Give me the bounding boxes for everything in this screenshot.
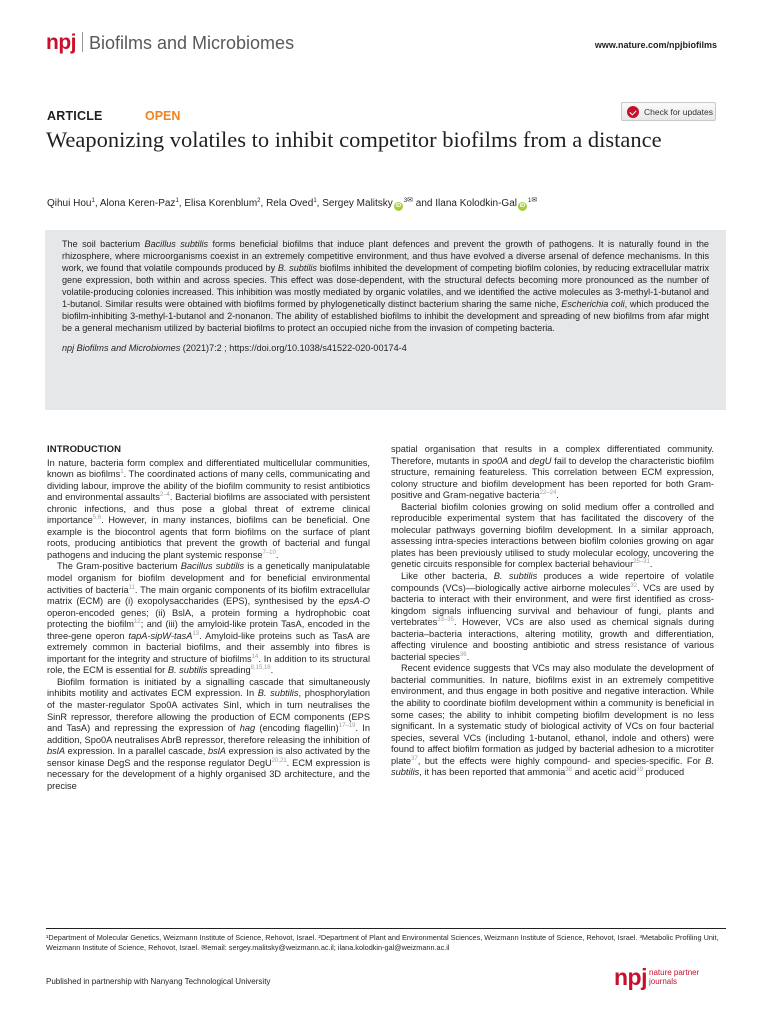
text-run: . VCs are used by bacteria to interact with their environment, and were first identified as cross-kingdom signals influencing survival and behaviour of fungi, plants and vertebrates: [391, 582, 714, 628]
text-run: , but the effects were highly compound- and species-specific. For: [417, 755, 706, 766]
text-run: Like other bacteria,: [401, 571, 494, 582]
text-run: (encoding flagellin): [255, 723, 339, 734]
abstract-species: B. subtilis: [277, 262, 317, 273]
italic-run: bslA: [207, 746, 226, 757]
author-affiliation: 1: [175, 198, 179, 204]
email-envelope-icon[interactable]: ✉: [407, 197, 414, 204]
citation-ref[interactable]: 39: [636, 767, 643, 774]
section-heading-introduction: INTRODUCTION: [47, 444, 122, 455]
text-run: . In addition to its structural role, the ECM is essential for: [47, 653, 371, 676]
text-run: , it has been reported that ammonia: [419, 767, 566, 778]
text-run: Biofilm formation is initiated by a signalling cascade that simultaneously inhibits motility and activates ECM expression. In: [47, 676, 370, 699]
text-run: expression. In a parallel cascade,: [65, 746, 208, 757]
orcid-icon[interactable]: iD: [519, 203, 526, 209]
article-title: Weaponizing volatiles to inhibit competitor biofilms from a distance: [46, 127, 662, 152]
text-run: .: [556, 490, 559, 501]
citation-ref[interactable]: 25–31: [633, 559, 650, 566]
citation-ref[interactable]: 33–35: [437, 617, 454, 624]
partnership-note: Published in partnership with Nanyang Technological University: [46, 977, 271, 986]
italic-run: B. subtilis: [167, 665, 208, 676]
citation-ref[interactable]: 12: [134, 619, 141, 626]
text-run: produces a wide repertoire of volatile compounds (VCs)—biologically active airborne molecules: [391, 571, 714, 593]
body-paragraph: [391, 663, 714, 778]
italic-run: degU: [529, 455, 552, 466]
check-updates-label: Check for updates: [644, 107, 713, 117]
text-run: , phosphorylation of the master-regulator Spo0A activates SinI, which in turn neutralises the SinR repressor, therefore allowing the production of ECM components (EPS and TasA) and repressing the expression of: [47, 688, 371, 734]
author-affiliation: 1: [313, 198, 317, 204]
abstract-run: The soil bacterium: [62, 239, 145, 249]
abstract-box: [45, 230, 726, 410]
text-run: . However, in many instances, biofilms can be beneficial. One example is the biocontrol agents that form biofilms on the surface of plant roots, producing antibiotics that prevent the growth of bacterial and fungal pathogens and inducing the plant systemic response: [47, 515, 370, 560]
citation-ref[interactable]: 2–4: [159, 492, 170, 499]
author-affiliation: 3: [403, 198, 408, 204]
abstract-species: Escherichia coli: [561, 298, 625, 309]
npj-logo-mark: npj: [46, 31, 76, 54]
body-paragraph: [47, 561, 370, 676]
text-run: operon-encoded genes; (ii) BslA, a protein forming a hydrophobic coat protecting the biofilm: [47, 607, 370, 630]
text-run: . However, VCs are also used as chemical signals during bacteria–bacteria interactions, altering motility, growth and differentiation, affecting virulence and boosting antibiotic and stress resistance of various bacterial species: [391, 617, 714, 662]
italic-run: bslA: [47, 746, 65, 757]
italic-run: spo0A: [482, 455, 509, 466]
footer-logo-text: [649, 969, 699, 986]
italic-run: B. subtilis: [257, 688, 299, 699]
text-run: .: [649, 559, 653, 570]
citation-ref[interactable]: 17–19: [338, 723, 356, 730]
author-affiliation: 1: [91, 198, 95, 204]
italic-run: B. subtilis: [493, 571, 538, 582]
check-for-updates-button[interactable]: [621, 102, 716, 121]
author-name[interactable]: Sergey Malitsky: [322, 198, 393, 209]
text-run: Bacterial biofilm colonies growing on solid medium offer a controlled and reproducible experimental system that has facilitated the discovery of the molecular pathways governing biofilm development. In a similar approach, assessing intra-species interactions between biofilm colonies growing on agar plates has been previously utilised to study molecular ecology, uncovering the genetic circuits responsible for complex bacterial behaviour: [391, 501, 714, 570]
author-name[interactable]: Elisa Korenblum: [184, 198, 258, 209]
footer-logo-line: nature partner: [649, 968, 700, 977]
author-name[interactable]: Rela Oved: [266, 198, 314, 209]
italic-run: epsA-O: [338, 596, 370, 607]
body-paragraph: [47, 458, 370, 562]
citation-ref[interactable]: 13: [192, 630, 200, 637]
abstract-run: biofilms inhibited the development of competing biofilm colonies, by reducing extracellular matrix gene expression, both within and across species. This effect was dose-dependent, with the structural defects becoming more pronounced as the number of volatile-producing colonies increased. This inhibition was mostly mediated by organic volatiles, and we identified the active molecules as 3-methyl-1-butanol and 1-butanol. Similar results were obtained with biofilms formed by phylogenetically distinct bacterium sharing the same niche,: [62, 262, 709, 309]
text-run: . The coordinated actions of many cells, communicating and dividing labour, improve the ability of the biofilm community to resist antibiotics and environmental assaults: [47, 469, 370, 503]
abstract-run: forms beneficial biofilms that induce plant defences and prevent the growth of pathogens. It is naturally found in the rhizosphere, where microorganisms coexist in an extremely competitive environment, and thus have evolved a diverse arsenal of defence mechanisms. In this work, we found that volatile compounds produced by: [62, 239, 709, 273]
italic-run: tapA-sipW-tasA: [128, 630, 193, 641]
text-run: . ECM expression is necessary for the development of a highly organised 3D architecture, and the precise: [47, 757, 370, 791]
citation-ref[interactable]: 22–24: [539, 490, 557, 497]
body-paragraph: [47, 677, 370, 792]
text-run: Recent evidence suggests that VCs may also modulate the development of bacterial communities. In nature, biofilms exist in an extremely competitive environment, and thus engage in both positive and negative interaction. While the ability to coordinate biofilm development within a community is beneficial in some cases; the ability to inhibit competing biofilm development is no less significant. In a systematic study of biological activity of VCs on four bacterial species, several VCs (including 1-butanol, ethanol, indole and others) were found to affect biofilm formation as judged by bacterial adhesion to a microtiter plate: [391, 663, 714, 766]
author-conjunction: and: [415, 198, 433, 209]
orcid-icon[interactable]: iD: [395, 203, 402, 209]
journal-name: Biofilms and Microbiomes: [89, 33, 295, 53]
citation-ref[interactable]: 11: [128, 584, 135, 591]
nature-partner-journals-logo[interactable]: [614, 964, 699, 991]
body-paragraph: [391, 502, 714, 571]
text-run: . The main organic components of its biofilm extracellular matrix (ECM) are (i) exopolysaccharides (EPS), synthesised by the: [47, 584, 370, 607]
citation-ref[interactable]: 14: [251, 653, 259, 660]
citation-doi[interactable]: (2021)7:2 ; https://doi.org/10.1038/s41522-020-00174-4: [180, 342, 407, 353]
body-paragraph: [391, 444, 714, 502]
journal-logo[interactable]: [46, 31, 294, 55]
affiliations-footnote: ¹Department of Molecular Genetics, Weizmann Institute of Science, Rehovot, Israel. ²Department of Plant and Environmental Sciences, Weizmann Institute of Science, Rehovot, Israel. ³Metabolic Profiling Unit, Weizmann Institute of Science, Rehovot, Israel. ✉email: sergey.malitsky@weizmann.ac.il; ilana.kolodkin-gal@weizmann.ac.il: [46, 933, 719, 952]
text-run: fail to develop the characteristic biofilm structure, remaining featureless. This correlation between ECM expression, colony structure and biofilm development has been reported for both Gram-positive and Gram-negative bacteria: [391, 455, 715, 501]
citation-journal: npj Biofilms and Microbiomes: [62, 342, 181, 353]
author-list: Qihui Hou$^1$, Alona Keren-Paz$^1$, Elisa Korenblum$^2$, Rela Oved$^1$, Sergey Malitsky $iD^{3✉}$ and Ilana Kolodkin-Gal $iD^{1✉}$: [47, 197, 538, 209]
check-updates-icon: [627, 106, 639, 118]
text-run: and: [508, 455, 530, 466]
text-run: .: [270, 665, 274, 676]
text-run: .: [466, 651, 470, 662]
text-run: spatial organisation that results in a complex differentiated community. Therefore, mutants in: [391, 444, 714, 466]
italic-run: hag: [239, 723, 256, 734]
author-affiliation: 2: [257, 198, 261, 204]
author-name[interactable]: Qihui Hou: [47, 198, 92, 209]
text-run: . Amyloid-like proteins such as TasA are extremely common in bacterial biofilms, and their assembly into fibres is important for the integrity and structure of biofilms: [47, 630, 371, 664]
citation-ref[interactable]: 32: [630, 582, 638, 589]
email-envelope-icon[interactable]: ✉: [531, 197, 538, 204]
text-run: and acetic acid: [572, 767, 637, 778]
citation-ref[interactable]: 7–10: [262, 549, 276, 556]
body-paragraph: [391, 571, 714, 663]
italic-run: Bacillus subtilis: [180, 561, 245, 572]
abstract-run: , which produced the biofilm-inhibiting 3-methyl-1-butanol and 2-nonanon. The ability of established biofilms to inhibit the development and spreading of new biofilms from afar might be a general mechanism utilized by bacterial biofilms to protect an occupied niche from the invasion of competing bacteria.: [62, 298, 710, 333]
citation-ref[interactable]: 36: [459, 651, 467, 658]
italic-run: B. subtilis: [391, 755, 714, 778]
text-run: . Bacterial biofilms are associated with persistent chronic infections, and thus pose a global threat of extreme clinical importance: [47, 492, 371, 526]
text-run: . In addition, Spo0A neutralises AbrB repressor, therefore releasing the inhibition of: [47, 723, 371, 745]
text-run: ; and (iii) the amyloid-like protein TasA, encoded in the three-gene operon: [47, 619, 371, 641]
site-url-link[interactable]: www.nature.com/npjbiofilms: [594, 40, 717, 50]
author-name[interactable]: Ilana Kolodkin-Gal: [435, 198, 517, 209]
citation-ref[interactable]: 5,6: [92, 515, 102, 522]
footer-logo-line: journals: [649, 976, 678, 986]
logo-divider: [82, 32, 83, 52]
author-name[interactable]: Alona Keren-Paz: [99, 198, 176, 209]
citation-ref[interactable]: 20,21: [271, 757, 287, 764]
footer-npj-mark: npj: [614, 964, 647, 990]
abstract-species: Bacillus subtilis: [144, 239, 209, 249]
text-run: spreading: [207, 665, 251, 676]
citation-ref[interactable]: 8,15,16: [250, 665, 271, 672]
abstract-text: [62, 239, 709, 335]
footnote-divider: [46, 928, 726, 929]
text-run: The Gram-positive bacterium: [57, 561, 181, 572]
text-run: produced: [642, 767, 685, 778]
citation-ref[interactable]: 1: [120, 469, 124, 476]
citation-ref[interactable]: 38: [565, 767, 572, 774]
article-type-label: ARTICLE: [47, 109, 103, 123]
text-run: In nature, bacteria form complex and differentiated multicellular communities, known as biofilms: [47, 457, 370, 480]
citation-ref[interactable]: 37: [411, 755, 418, 762]
text-run: .: [275, 549, 279, 560]
body-column-left: [47, 444, 370, 792]
body-column-right: [391, 444, 714, 779]
text-run: is a genetically manipulatable model organism for biofilm development and for beneficial environmental activities of bacteria: [47, 561, 370, 595]
open-access-label: OPEN: [145, 109, 181, 123]
author-affiliation: 1: [527, 198, 532, 204]
text-run: expression is also activated by the sensor kinase DegS and the response regulator DegU: [47, 746, 370, 768]
citation-line: [62, 342, 709, 354]
